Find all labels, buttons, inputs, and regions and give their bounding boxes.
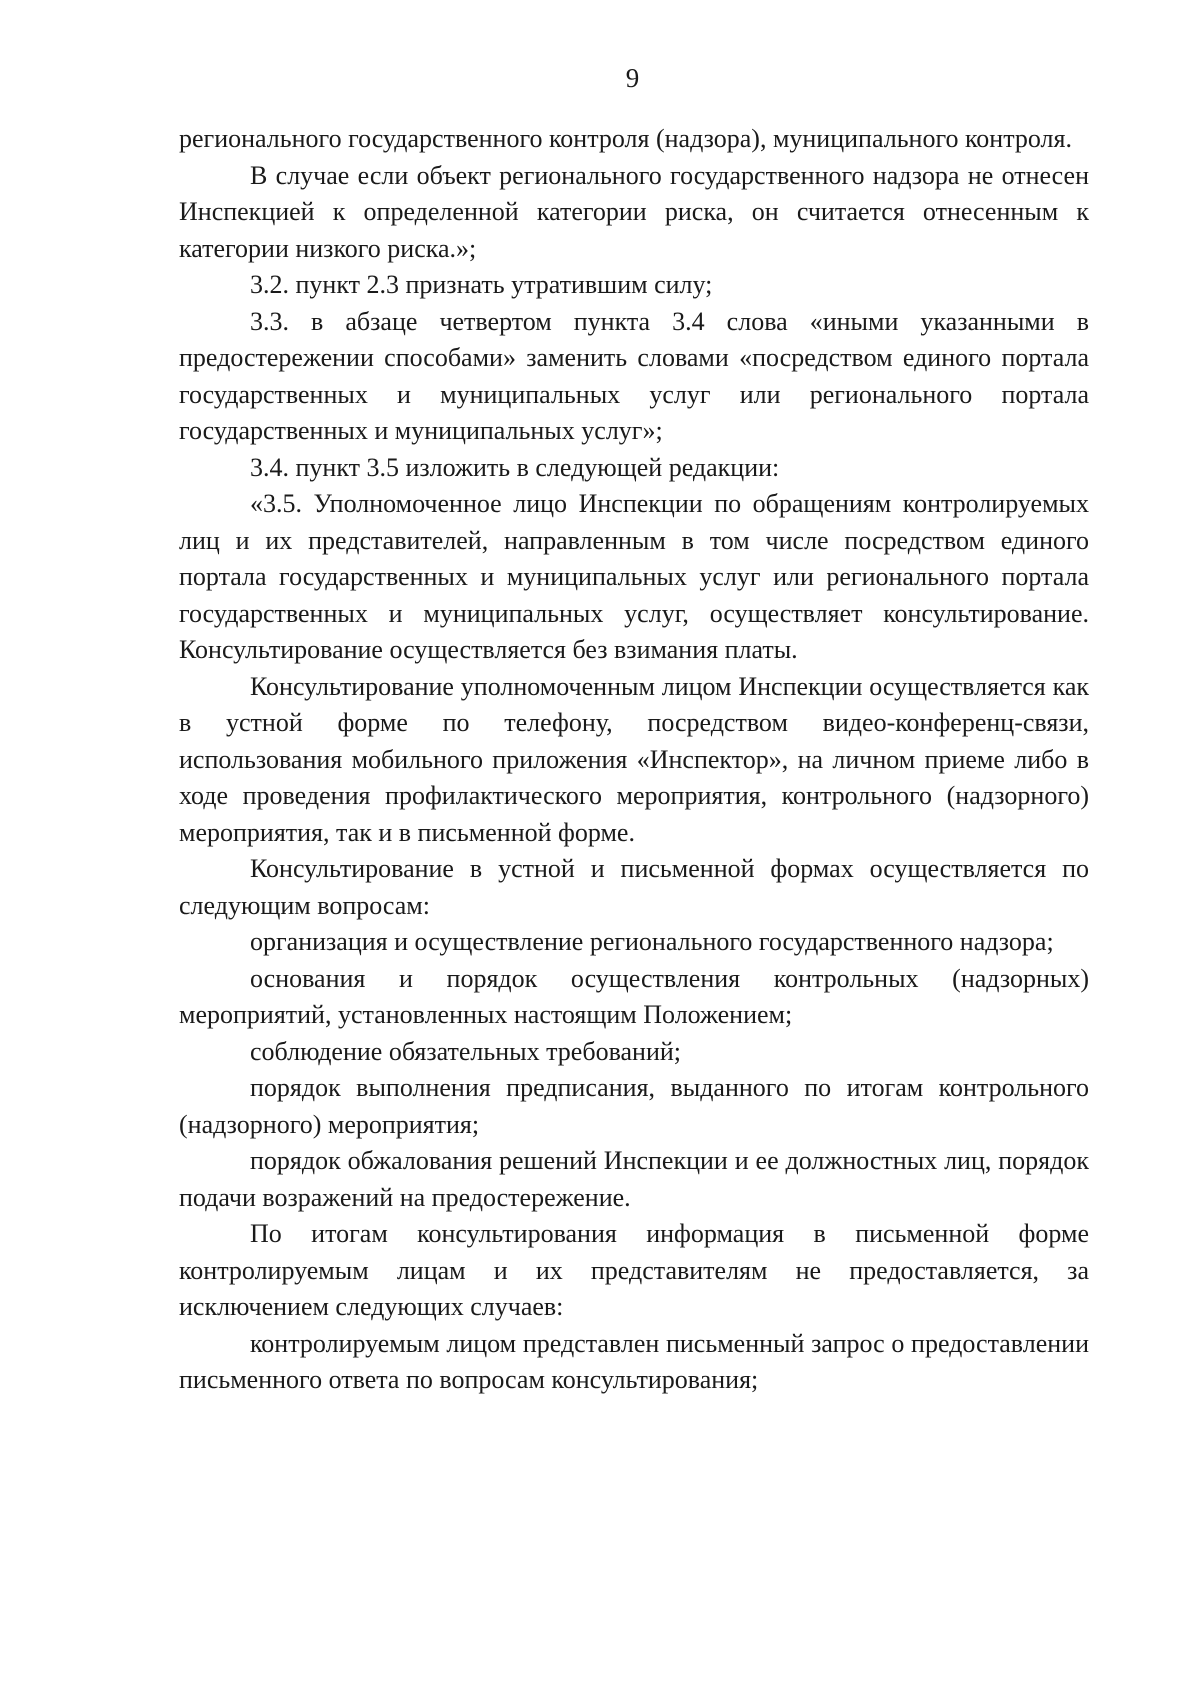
- page-number: 9: [625, 63, 640, 93]
- paragraph: Консультирование в устной и письменной формах осуществляется по следующим вопросам:: [179, 854, 1089, 920]
- document-body: [179, 121, 1089, 1399]
- paragraph: В случае если объект регионального государственного надзора не отнесен Инспекцией к определенной категории риска, он считается отнесенным к категории низкого риска.»;: [179, 160, 1089, 263]
- paragraph: Консультирование уполномоченным лицом Инспекции осуществляется как в устной форме по телефону, посредством видео-конференц-связи, использования мобильного приложения «Инспектор», на личном приеме либо в ходе проведения профилактического мероприятия, контрольного (надзорного) мероприятия, так и в письменной форме.: [179, 671, 1089, 847]
- paragraph: «3.5. Уполномоченное лицо Инспекции по обращениям контролируемых лиц и их представителей, направленным в том числе посредством единого портала государственных и муниципальных услуг или регионального портала государственных и муниципальных услуг, осуществляет консультирование. Консультирование осуществляется без взимания платы.: [179, 489, 1089, 664]
- paragraph: основания и порядок осуществления контрольных (надзорных) мероприятий, установленных настоящим Положением;: [179, 963, 1089, 1029]
- paragraph: 3.3. в абзаце четвертом пункта 3.4 слова «иными указанными в предостережении способами» заменить словами «посредством единого портала государственных и муниципальных услуг или регионального портала государственных и муниципальных услуг»;: [179, 306, 1089, 445]
- paragraph: 3.4. пункт 3.5 изложить в следующей редакции:: [250, 452, 780, 482]
- paragraph: регионального государственного контроля (надзора), муниципального контроля.: [179, 124, 1072, 153]
- paragraph: По итогам консультирования информация в письменной форме контролируемым лицам и их представителям не предоставляется, за исключением следующих случаев:: [179, 1219, 1089, 1321]
- paragraph: контролируемым лицом представлен письменный запрос о предоставлении письменного ответа по вопросам консультирования;: [179, 1328, 1089, 1394]
- paragraph: порядок обжалования решений Инспекции и ее должностных лиц, порядок подачи возражений на предостережение.: [179, 1146, 1089, 1212]
- paragraph: 3.2. пункт 2.3 признать утратившим силу;: [250, 270, 713, 299]
- paragraph: порядок выполнения предписания, выданного по итогам контрольного (надзорного) мероприятия;: [179, 1073, 1089, 1139]
- paragraph: соблюдение обязательных требований;: [250, 1036, 682, 1066]
- paragraph: организация и осуществление регионального государственного надзора;: [250, 927, 1054, 956]
